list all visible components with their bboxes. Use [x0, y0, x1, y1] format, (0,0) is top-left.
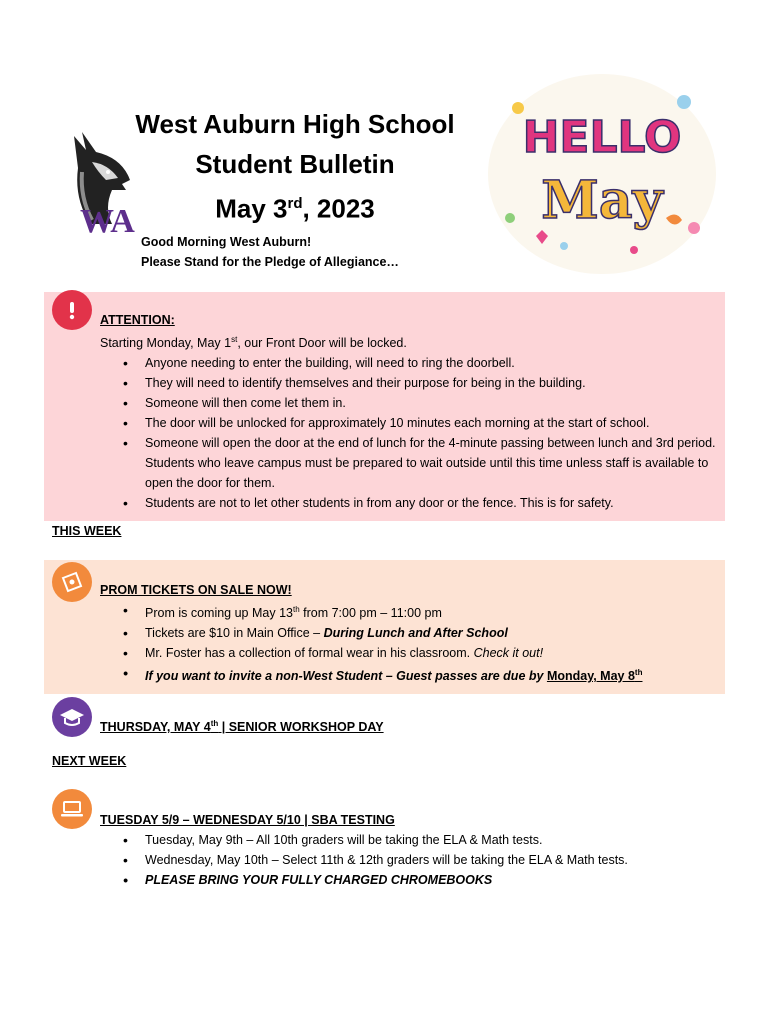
attention-list: [100, 353, 725, 513]
bulletin-name: Student Bulletin: [195, 149, 395, 179]
prom-heading: PROM TICKETS ON SALE NOW!: [100, 583, 292, 597]
hello-may-image: [484, 68, 720, 280]
list-item: • Wednesday, May 10th – Select 11th & 12th graders will be taking the ELA & Math tests.: [145, 850, 725, 870]
list-item: • Someone will open the door at the end of lunch for the 4-minute passing between lunch and 3rd period. Students who leave campus must be prepared to wait outside until this time unless staff is available to open the door for them.: [145, 433, 725, 493]
ticket-icon: [52, 562, 92, 602]
laptop-icon: [52, 789, 92, 829]
list-item: • They will need to identify themselves and their purpose for being in the building.: [145, 373, 725, 393]
bulletin-title: [110, 104, 480, 229]
graduation-cap-icon: [52, 697, 92, 737]
sba-section: [100, 810, 725, 890]
list-item: • The door will be unlocked for approximately 10 minutes each morning at the start of school.: [145, 413, 725, 433]
prom-list: [100, 600, 725, 686]
bulletin-date: May 3rd, 2023: [215, 193, 375, 224]
sba-list: [100, 830, 725, 890]
school-name: West Auburn High School: [135, 109, 455, 139]
sba-heading: TUESDAY 5/9 – WEDNESDAY 5/10 | SBA TESTING: [100, 813, 395, 827]
list-item: • Mr. Foster has a collection of formal wear in his classroom. Check it out!: [145, 643, 725, 663]
may-word: May: [541, 170, 663, 231]
list-item: • Tuesday, May 9th – All 10th graders will be taking the ELA & Math tests.: [145, 830, 725, 850]
list-item: • Anyone needing to enter the building, will need to ring the doorbell.: [145, 353, 725, 373]
next-week-label: NEXT WEEK: [52, 754, 127, 768]
pledge-line: Please Stand for the Pledge of Allegiance…: [141, 255, 399, 269]
list-item: • PLEASE BRING YOUR FULLY CHARGED CHROMEBOOKS: [145, 870, 725, 890]
logo-lettering: WA: [80, 203, 135, 236]
attention-intro: Starting Monday, May 1st, our Front Door will be locked.: [100, 335, 407, 351]
hello-word: HELLO: [522, 112, 682, 163]
prom-section: [100, 580, 725, 686]
senior-workshop-heading: THURSDAY, MAY 4th | SENIOR WORKSHOP DAY: [100, 719, 384, 735]
this-week-label: THIS WEEK: [52, 524, 122, 538]
list-item: • Prom is coming up May 13th from 7:00 pm – 11:00 pm: [145, 600, 725, 623]
attention-heading: ATTENTION:: [100, 313, 175, 327]
greeting: [141, 232, 399, 272]
list-item: • Tickets are $10 in Main Office – During Lunch and After School: [145, 623, 725, 643]
greeting-line: Good Morning West Auburn!: [141, 235, 312, 249]
list-item: • Someone will then come let them in.: [145, 393, 725, 413]
exclamation-icon: [52, 290, 92, 330]
list-item: • Students are not to let other students in from any door or the fence. This is for safety.: [145, 493, 725, 513]
attention-section: [100, 310, 725, 513]
list-item: • If you want to invite a non-West Student – Guest passes are due by Monday, May 8th: [145, 663, 725, 686]
